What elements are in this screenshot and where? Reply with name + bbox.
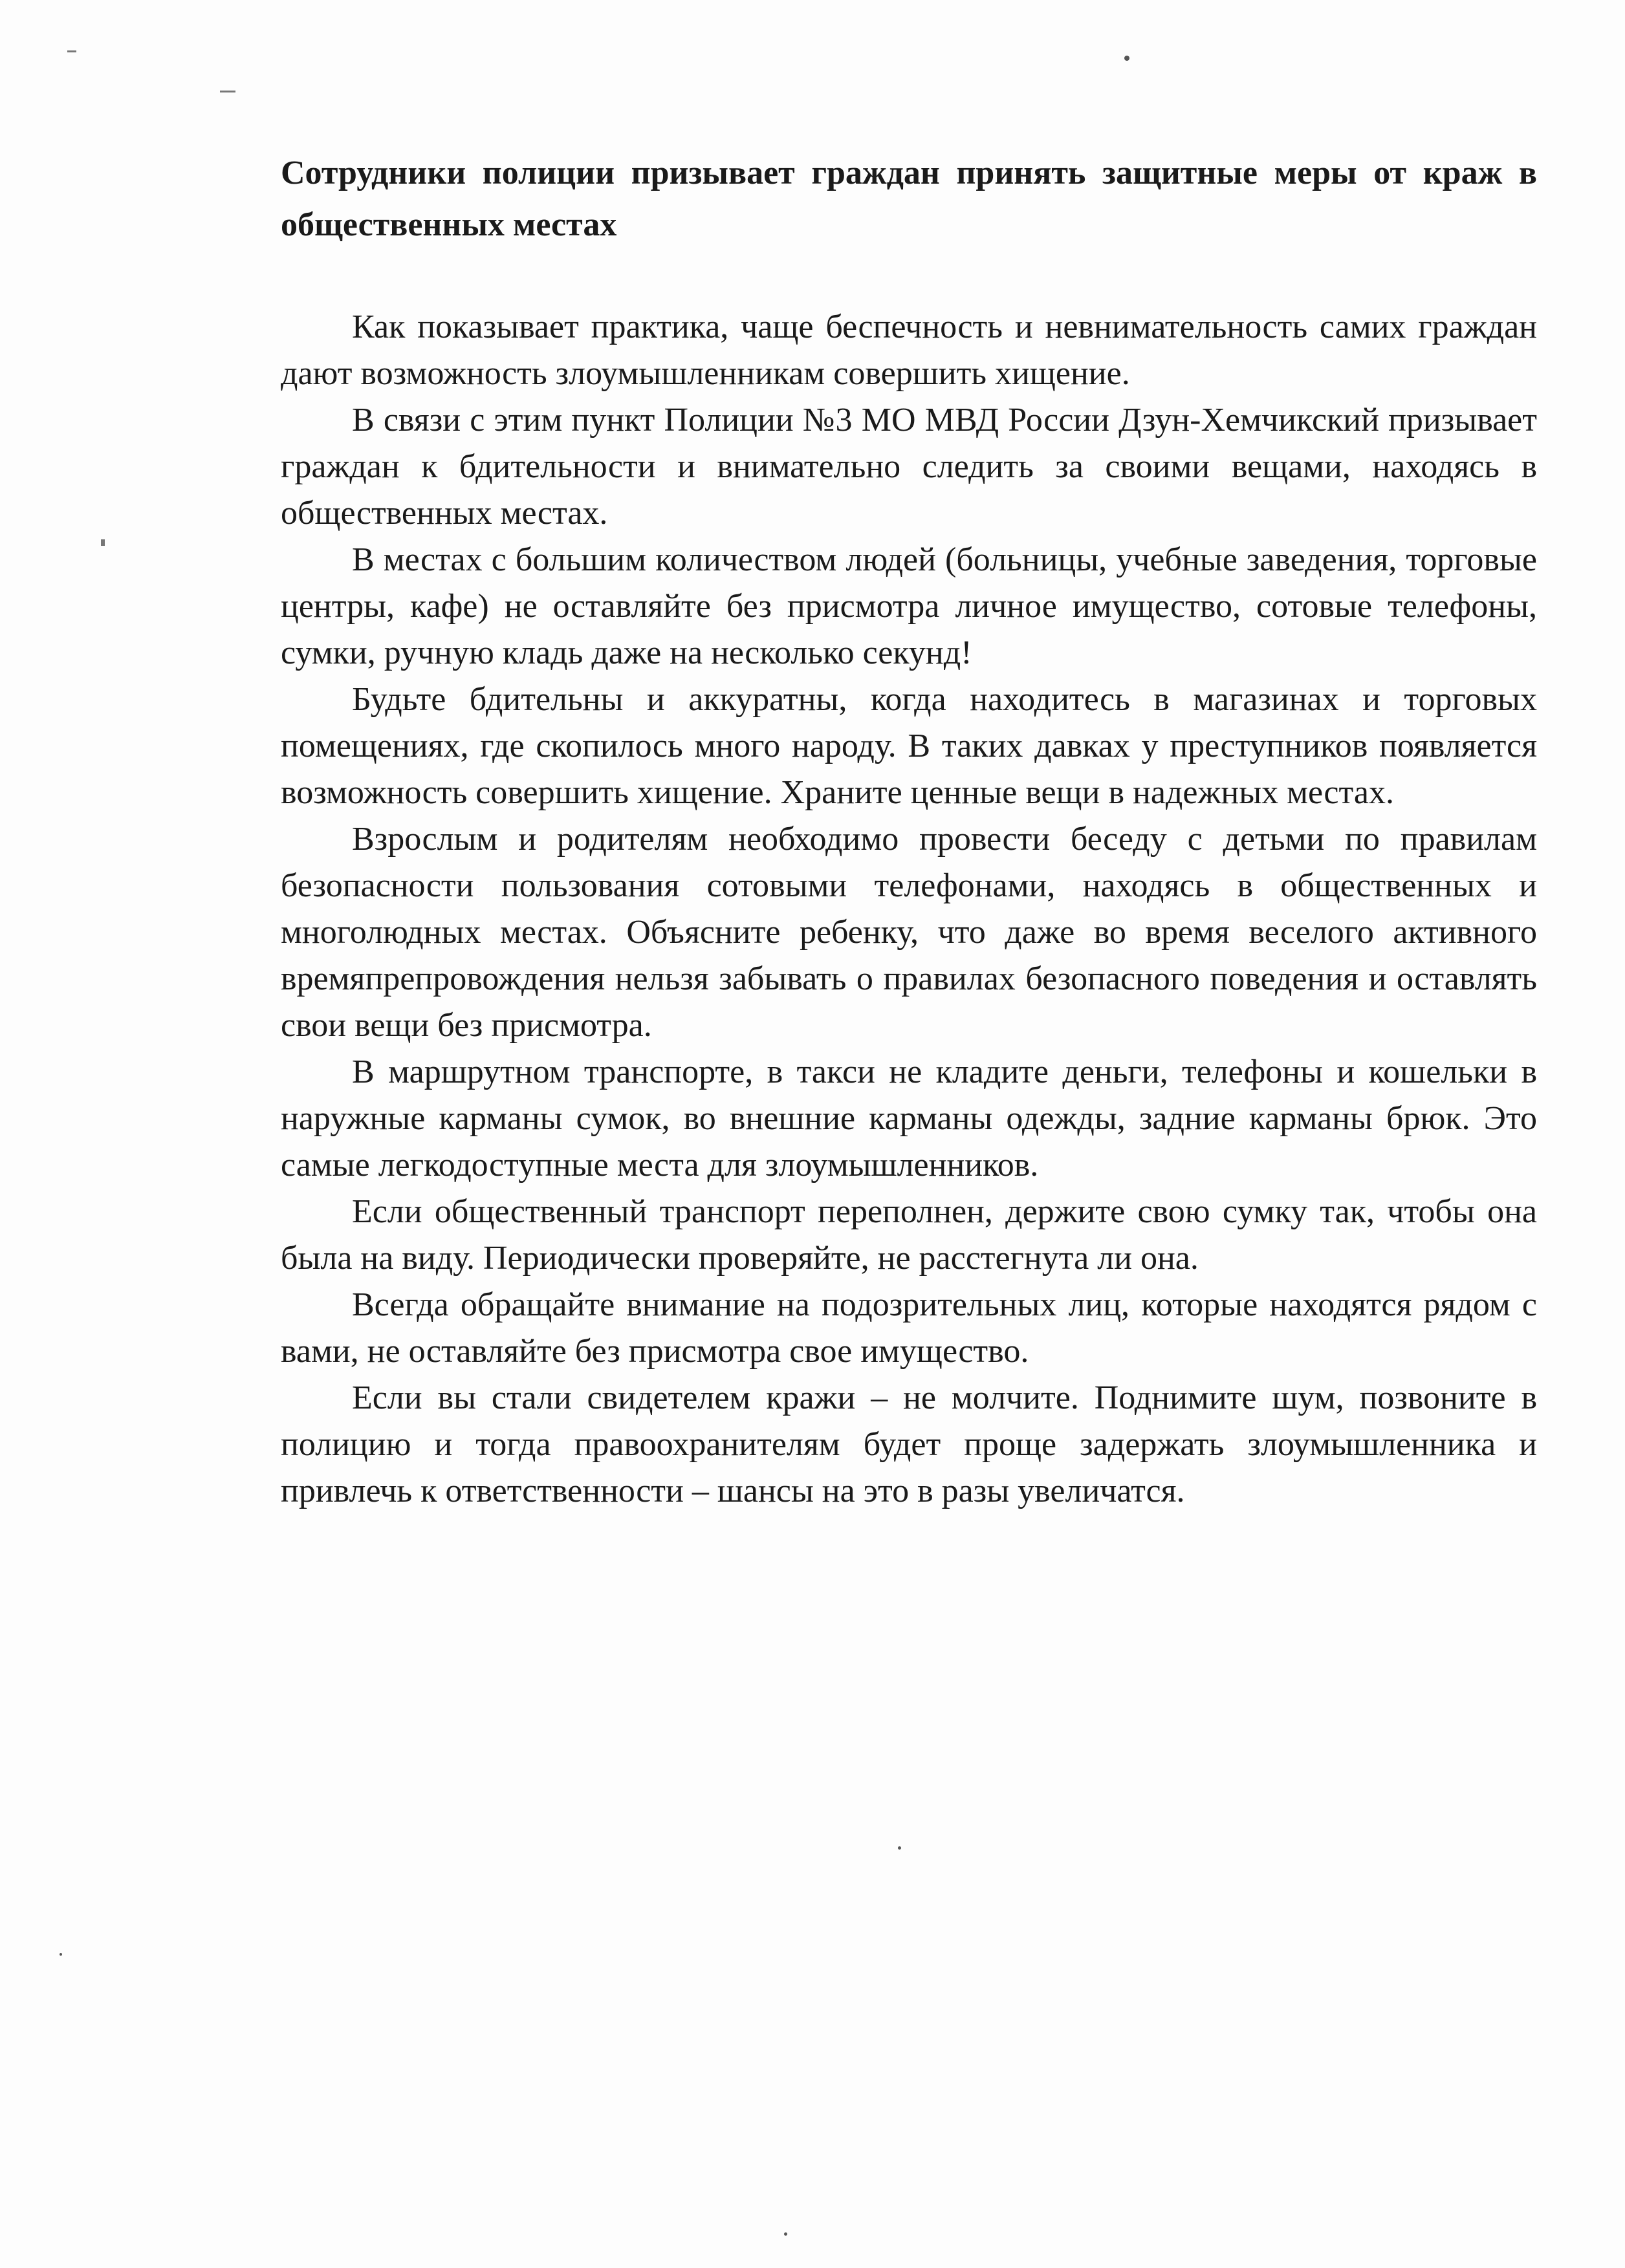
scan-speck: [1124, 56, 1129, 61]
paragraph-2: В связи с этим пункт Полиции №3 МО МВД России Дзун-Хемчикский призывает граждан к бдительности и внимательно следить за своими вещами, находясь в общественных местах.: [281, 402, 1537, 532]
scan-mark: [220, 91, 235, 92]
document-title: Сотрудники полиции призывает граждан принять защитные меры от краж в общественных местах: [281, 155, 1537, 243]
paragraph-6: В маршрутном транспорте, в такси не кладите деньги, телефоны и кошельки в наружные карманы сумок, во внешние карманы одежды, задние карманы брюк. Это самые легкодоступные места для злоумышленников.: [281, 1053, 1537, 1183]
scan-mark: [67, 50, 76, 52]
paragraph-3: В местах с большим количеством людей (больницы, учебные заведения, торговые центры, кафе) не оставляйте без присмотра личное имущество, сотовые телефоны, сумки, ручную кладь даже на несколько секунд!: [281, 541, 1537, 671]
scan-speck: [784, 2232, 787, 2236]
scan-speck: [60, 1953, 62, 1956]
document-body: [281, 147, 1537, 1515]
scan-mark: [101, 539, 105, 546]
paragraph-5: Взрослым и родителям необходимо провести беседу с детьми по правилам безопасности пользования сотовыми телефонами, находясь в общественных и многолюдных местах. Объясните ребенку, что даже во время веселого активного времяпрепровождения нельзя забывать о правилах безопасного поведения и оставлять свои вещи без присмотра.: [281, 821, 1537, 1044]
paragraph-7: Если общественный транспорт переполнен, держите свою сумку так, чтобы она была на виду. Периодически проверяйте, не расстегнута ли она.: [281, 1193, 1537, 1277]
paragraph-8: Всегда обращайте внимание на подозрительных лиц, которые находятся рядом с вами, не оставляйте без присмотра свое имущество.: [281, 1286, 1537, 1370]
paragraph-9: Если вы стали свидетелем кражи – не молчите. Поднимите шум, позвоните в полицию и тогда правоохранителям будет проще задержать злоумышленника и привлечь к ответственности – шансы на это в разы увеличатся.: [281, 1379, 1537, 1509]
paragraph-4: Будьте бдительны и аккуратны, когда находитесь в магазинах и торговых помещениях, где скопилось много народу. В таких давках у преступников появляется возможность совершить хищение. Храните ценные вещи в надежных местах.: [281, 681, 1537, 811]
paragraph-1: Как показывает практика, чаще беспечность и невнимательность самих граждан дают возможность злоумышленникам совершить хищение.: [281, 308, 1537, 392]
scan-speck: [898, 1846, 901, 1850]
